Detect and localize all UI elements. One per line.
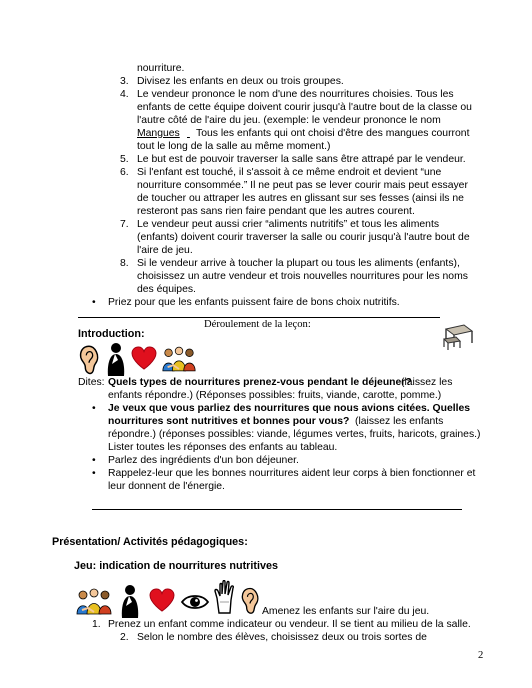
list-item-line: Le vendeur peut aussi crier “aliments nutritifs” et tous les aliments: [137, 219, 440, 230]
bullet-dot: •: [92, 403, 96, 414]
list-item-line: nourriture consommée.” Il ne peut pas se lever courir mais peut essayer: [137, 180, 468, 191]
dites-label: Dites:: [78, 377, 105, 388]
school-desk-icon: [442, 321, 474, 351]
list-number: 4.: [120, 89, 129, 100]
list-item-line: resteront pas sans rien faire pendant que les autres courent.: [137, 206, 415, 217]
list-number: 7.: [120, 219, 129, 230]
list-answers-instruction: Lister toutes les réponses des enfants au tableau.: [108, 442, 338, 453]
list-number: 5.: [120, 154, 129, 165]
step-1: Prenez un enfant comme indicateur ou vendeur. Il se tient au milieu de la salle.: [108, 619, 471, 630]
group-of-children-icon: [160, 346, 198, 373]
bullet-dot: •: [92, 455, 96, 466]
bullet-reminder: Rappelez-leur que les bonnes nourritures aident leur corps à bien fonctionner et: [108, 468, 476, 479]
list-number: 1.: [92, 619, 101, 630]
eye-icon: [180, 592, 210, 612]
list-item-line: Le vendeur prononce le nom d'une des nourritures choisies. Tous les: [137, 89, 454, 100]
group-of-children-icon: [74, 588, 114, 616]
list-number: 2.: [120, 632, 129, 643]
list-continuation: nourriture.: [137, 63, 185, 74]
list-item-line: Divisez les enfants en deux ou trois groupes.: [137, 76, 344, 87]
game-title: Jeu: indication de nourritures nutritives: [74, 560, 278, 572]
step-2: Selon le nombre des élèves, choisissez deux ou trois sortes de: [137, 632, 427, 643]
list-item-line: Si le vendeur arrive à toucher la plupart ou tous les aliments (enfants),: [137, 258, 460, 269]
ear-icon: [240, 586, 260, 616]
ear-icon: [78, 344, 100, 376]
list-item-line: Si l'enfant est touché, il s'assoit à ce même endroit et devient “une: [137, 167, 442, 178]
question-2-answers: répondre.) (réponses possibles: viande, légumes vertes, fruits, haricots, graines.): [108, 429, 481, 440]
section-title: Déroulement de la leçon:: [204, 319, 311, 330]
praying-child-icon: [118, 584, 142, 618]
heart-icon: [130, 346, 158, 370]
list-item-line: choisissez un autre vendeur et trois nouvelles nourritures pour les noms: [137, 271, 468, 282]
bullet-dot: •: [92, 468, 96, 479]
bullet-reminder: leur donnent de l'énergie.: [108, 481, 225, 492]
underline-mark: [187, 128, 192, 140]
question-2-line: nourritures sont nutritives et bonnes pour vous?: [108, 416, 350, 427]
list-number: 8.: [120, 258, 129, 269]
hand-icon: [212, 580, 238, 614]
praying-child-icon: [104, 342, 128, 376]
list-number: 6.: [120, 167, 129, 178]
divider: [92, 509, 462, 510]
amenez-instruction: Amenez les enfants sur l'aire du jeu.: [262, 606, 430, 617]
prayer-bullet: Priez pour que les enfants puissent faire de bons choix nutritifs.: [108, 297, 400, 308]
list-item-line: Tous les enfants qui ont choisi d'être des mangues courront: [196, 128, 470, 139]
page-number: 2: [478, 650, 484, 661]
heart-icon: [148, 588, 176, 612]
bullet-dot: •: [92, 297, 96, 308]
presentation-heading: Présentation/ Activités pédagogiques:: [52, 536, 248, 548]
divider: [78, 317, 440, 318]
list-item-line: enfants de cette équipe doivent courir jusqu'à l'autre bout de la classe ou: [137, 102, 472, 113]
mangues-example: Mangues: [137, 128, 180, 139]
question-1-answers: enfants répondre.) (Réponses possibles: fruits, viande, carotte, pomme.): [108, 390, 442, 401]
list-item-line: de toucher ou attraper les autres en glissant sur ses fesses (ainsi ils ne: [137, 193, 464, 204]
list-item-line: Le but est de pouvoir traverser la salle sans être attrapé par le vendeur.: [137, 154, 466, 165]
bullet-ingredients: Parlez des ingrédients d'un bon déjeuner.: [108, 455, 299, 466]
list-number: 3.: [120, 76, 129, 87]
question-2-note: (laissez les enfants: [355, 416, 444, 427]
introduction-heading: Introduction:: [78, 328, 145, 340]
question-1: Quels types de nourritures prenez-vous pendant le déjeuner?: [108, 377, 412, 388]
list-item-line: l'autre côté de l'aire du jeu. (exemple: le vendeur prononce le nom: [137, 115, 441, 126]
list-item-line: des équipes.: [137, 284, 196, 295]
list-item-line: (enfants) doivent courir traverser la salle ou courir jusqu'à l'autre bout de: [137, 232, 470, 243]
question-2-line: Je veux que vous parliez des nourritures que nous avions citées. Quelles: [108, 403, 471, 414]
list-item-line: l'aire de jeu.: [137, 245, 193, 256]
question-1-note: (laissez les: [401, 377, 453, 388]
list-item-line: tout le long de la salle au même moment.): [137, 141, 331, 152]
